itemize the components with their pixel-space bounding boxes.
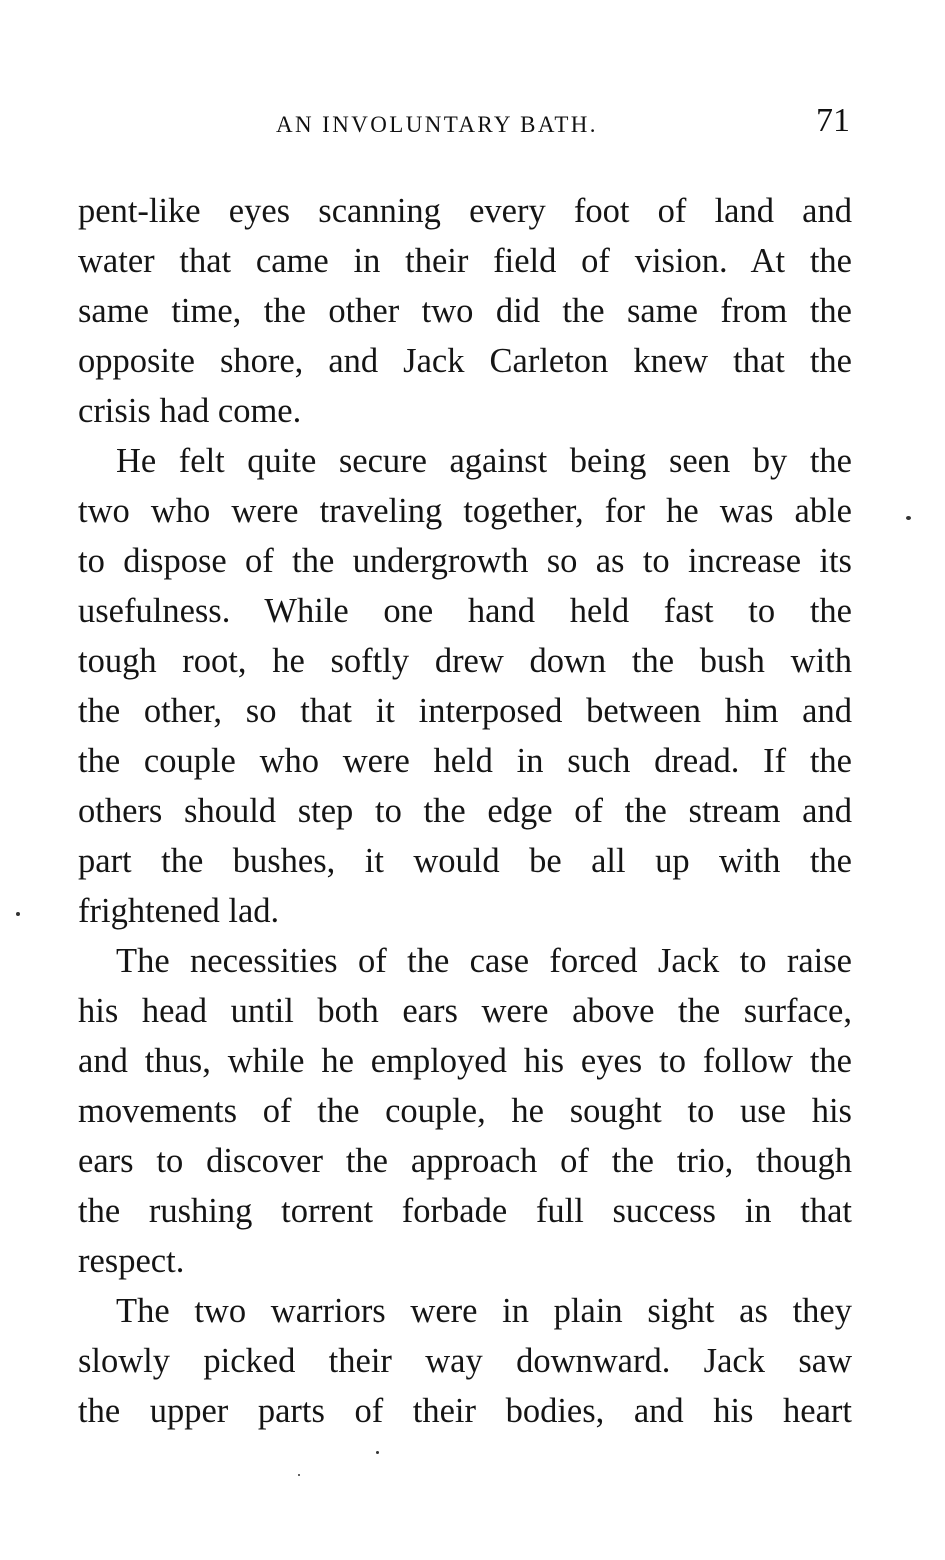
text-line: the couple who were held in such dread. If the [78, 742, 852, 780]
text-line: ears to discover the approach of the trio, though [78, 1142, 852, 1180]
text-line: water that came in their field of vision. At the [78, 242, 852, 280]
text-line: pent-like eyes scanning every foot of land and [78, 192, 852, 230]
text-line: tough root, he softly drew down the bush with [78, 642, 852, 680]
text-line: part the bushes, it would be all up with the [78, 842, 852, 880]
scan-speck [906, 516, 911, 520]
text-line: others should step to the edge of the stream and [78, 792, 852, 830]
text-line: slowly picked their way downward. Jack saw [78, 1342, 852, 1380]
text-line: to dispose of the undergrowth so as to increase its [78, 542, 852, 580]
text-line: movements of the couple, he sought to use his [78, 1092, 852, 1130]
text-line: the other, so that it interposed between him and [78, 692, 852, 730]
text-line: and thus, while he employed his eyes to follow the [78, 1042, 852, 1080]
text-line: The necessities of the case forced Jack to raise [116, 942, 852, 980]
text-line: The two warriors were in plain sight as they [116, 1292, 852, 1330]
text-line: crisis had come. [78, 392, 302, 430]
scan-speck [16, 912, 20, 916]
text-line: the upper parts of their bodies, and his heart [78, 1392, 852, 1430]
running-head: AN INVOLUNTARY BATH. [276, 112, 598, 137]
text-line: usefulness. While one hand held fast to the [78, 592, 852, 630]
text-line: same time, the other two did the same from the [78, 292, 852, 330]
scan-speck [376, 1451, 379, 1454]
text-line: respect. [78, 1242, 185, 1280]
text-line: two who were traveling together, for he was able [78, 492, 852, 530]
page-number: 71 [816, 102, 850, 139]
body-text [78, 186, 852, 1436]
text-line: opposite shore, and Jack Carleton knew that the [78, 342, 852, 380]
scan-speck [298, 1474, 300, 1476]
text-line: his head until both ears were above the surface, [78, 992, 852, 1030]
text-line: the rushing torrent forbade full success in that [78, 1192, 852, 1230]
text-line: frightened lad. [78, 892, 280, 930]
text-line: He felt quite secure against being seen by the [116, 442, 852, 480]
